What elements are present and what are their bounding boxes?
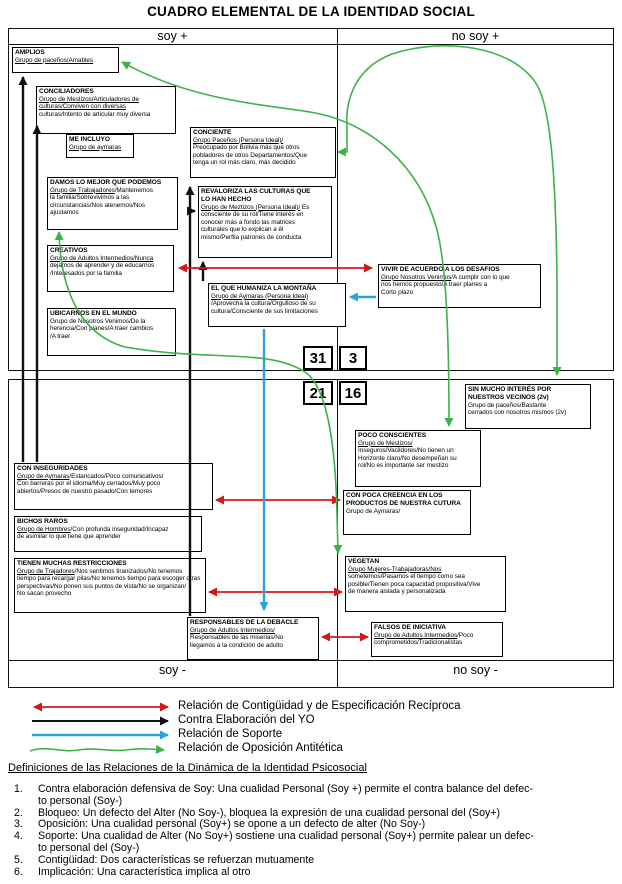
definition-line: Implicación: Una característica implica al otro	[38, 865, 251, 878]
box-line: sometemos/Pasamos el tiempo como sea	[348, 573, 465, 581]
box-con-poca	[343, 490, 471, 535]
box-title: PRODUCTOS DE NUESTRA CUTURA	[346, 499, 461, 507]
box-title: POCO CONSCIENTES	[358, 432, 427, 439]
box-line: cultura/Consciente de sus limitaciones	[211, 307, 318, 315]
box-title: NUESTROS VECINOS (2v)	[468, 393, 549, 401]
box-line: /A traer	[50, 332, 71, 340]
box-bichos	[14, 516, 202, 552]
count-soy-plus: 31	[303, 346, 333, 370]
box-line: Grupo de Meztizos (Persona Ideal)/ Es	[201, 203, 310, 211]
box-amplios	[12, 47, 119, 73]
box-line: No sacan provecho	[17, 590, 72, 598]
box-line: Grupo de Adultos Intermedios/Poco	[374, 631, 474, 639]
box-ubicarnos	[47, 308, 176, 356]
definition-line: to personal del (Soy-)	[38, 841, 140, 854]
box-revaloriza	[198, 186, 332, 258]
definition-number: 4.	[14, 830, 23, 843]
definition-line: Soporte: Una cualidad de Alter (No Soy+) sostiene una cualidad personal (Soy+) permite palear un defec-	[38, 830, 534, 843]
box-line: mismo/Perfila patrones de conducta	[201, 233, 302, 241]
box-poco-conscientes	[355, 430, 481, 487]
box-humaniza	[208, 283, 346, 327]
box-sin-mucho	[465, 384, 591, 429]
box-line: tiempo para recargar pilas/No tenemos tiempo para escoger otras	[17, 575, 201, 583]
box-damos	[47, 177, 178, 230]
box-title: FALSOS DE INICIATIVA	[374, 624, 447, 631]
box-line: Grupo de Aymaras/	[346, 507, 401, 515]
box-line: la familia/Sobrevivimos a las	[50, 194, 130, 202]
box-line: conocer más a fondo las matrices	[201, 218, 295, 226]
box-title: CON POCA CREENCIA EN LOS	[346, 492, 443, 499]
box-line: perspectivas/No ponen sus puntos de vista/No se organizan/	[17, 582, 187, 590]
label-no-soy-minus: no soy -	[453, 663, 498, 677]
box-line: Grupo de Aymaras (Persona Ideal)	[211, 292, 309, 300]
definition-item	[14, 867, 614, 879]
count-no-soy-minus: 16	[339, 381, 367, 405]
box-line: de manera aislada y personalizada	[348, 588, 446, 596]
count-soy-minus: 21	[303, 381, 333, 405]
definitions-heading: Definiciones de las Relaciones de la Dinámica de la Identidad Psicosocial	[8, 762, 367, 774]
box-line: Preocupado por Bolivia más que otros	[193, 144, 300, 152]
box-line: Grupo de Mestizos/Articuladores de	[39, 95, 139, 103]
box-line: cerrados con nosotros mismos (2v)	[468, 409, 567, 417]
legend-row-oposicion	[0, 741, 622, 757]
legend-label-oposicion: Relación de Oposición Antitética	[178, 742, 343, 754]
box-vivir	[378, 264, 541, 308]
box-line: circunstancias/Nos atenemos/Nos	[50, 201, 146, 209]
box-line: Grupo de aymaras	[69, 143, 122, 151]
box-line: culturas/Conviven con diversas	[39, 103, 126, 111]
box-title: DAMOS LO MEJOR QUE PODEMOS	[50, 179, 162, 186]
box-title: UBICARNOS EN EL MUNDO	[50, 310, 137, 317]
page-title: CUADRO ELEMENTAL DE LA IDENTIDAD SOCIAL	[147, 4, 475, 19]
box-responsables	[187, 617, 319, 660]
box-title: ME INCLUYO	[69, 136, 110, 143]
definition-number: 2.	[14, 806, 23, 819]
definition-line: Bloqueo: Un defecto del Alter (No Soy-), bloquea la expresión de una cualidad personal del (Soy+)	[38, 806, 500, 819]
definition-number: 3.	[14, 818, 23, 831]
box-line: herencia/Con planes/A traer cambios	[50, 325, 154, 333]
box-title: BICHOS RAROS	[17, 518, 68, 525]
box-title: LO HAN HECHO	[201, 195, 252, 203]
box-line: dejamos de aprender y de educarnos	[50, 262, 155, 270]
definition-line: Contigüidad: Dos características se refuerzan mutuamente	[38, 853, 315, 866]
box-title: CREATIVOS	[50, 247, 88, 254]
box-tienen	[14, 558, 206, 613]
box-title: CONCIENTE	[193, 129, 232, 136]
box-line: Responsables de las miserias/No	[190, 634, 284, 642]
box-line: rol/No es importante ser mestizo	[358, 462, 449, 470]
box-title: VIVIR DE ACUERDO A LOS DESAFIOS	[381, 266, 500, 273]
box-title: CON INSEGURIDADES	[17, 465, 88, 472]
box-me-incluyo	[66, 134, 134, 158]
box-line: Grupo de Hombres/Con profunda inseguridad/Incapaz	[17, 525, 169, 533]
lower-center-divider	[337, 379, 338, 688]
box-line: comprometidos/Tradicionalistas	[374, 639, 463, 647]
box-line: Grupo de Adultos Intermedios/Nunca	[50, 254, 154, 262]
box-title: AMPLIOS	[15, 49, 45, 56]
footer-divider-line	[8, 660, 614, 661]
box-conciliadores	[36, 86, 176, 134]
label-no-soy-plus: no soy +	[451, 29, 500, 43]
box-title: EL QUE HUMANIZA LA MONTAÑA	[211, 285, 317, 292]
box-line: Grupo de paceños/Amables	[15, 56, 94, 64]
box-title: VEGETAN	[348, 558, 380, 565]
box-line: Grupo Paceños (Persona Ideal)/	[193, 136, 284, 144]
legend-label-contra-elaboracion: Contra Elaboración del YO	[178, 714, 315, 726]
box-line: de asimilar lo que tiene que aprender	[17, 533, 121, 541]
box-line: Inseguros/Vacildores/No tienen un	[358, 447, 454, 455]
label-soy-plus: soy +	[157, 29, 188, 43]
box-line: Corto plazo	[381, 288, 414, 296]
box-line: llegamos a la condición de adulto	[190, 641, 283, 649]
box-line: /Aprovecha la cultura/Orgulloso de su	[211, 300, 316, 308]
box-line: Grupo Nosotros Venimos/A cumplir con lo que	[381, 273, 510, 281]
box-title: REVALORIZA LAS CULTURAS QUE	[201, 188, 311, 195]
box-line: tenga un rol más claro, más decidido	[193, 159, 296, 167]
box-line: ajustamos	[50, 209, 79, 217]
box-line: Grupo de Aymaras/Estancados/Poco comunicativos/	[17, 472, 164, 480]
box-line: nos hemos propuesto/A traer planes a	[381, 281, 488, 289]
label-soy-minus: soy -	[158, 663, 187, 677]
legend-label-soporte: Relación de Soporte	[178, 728, 283, 740]
definition-line: Oposición: Una cualidad personal (Soy+) se opone a un defecto de alter (No Soy-)	[38, 818, 426, 831]
definition-number: 1.	[14, 783, 23, 795]
box-title: CONCILIADORES	[39, 88, 94, 95]
box-title: SIN MUCHO INTERÉS POR	[468, 386, 552, 393]
box-line: Con barreras por el idioma/Muy cerrados/Muy poco	[17, 480, 161, 488]
box-line: Grupo de Trabajadores/Mantenemos	[50, 186, 153, 194]
box-title: RESPONSABLES DE LA DEBACLE	[190, 619, 299, 626]
box-line: consciente de su rol/Tiene interés en	[201, 211, 304, 219]
definitions-list	[14, 784, 614, 878]
box-line: posible/Tienen poca capacidad propositiva/Vive	[348, 580, 481, 588]
box-line: culturas/Intento de articular muy diversa	[39, 110, 151, 118]
header-divider-line	[8, 44, 614, 45]
box-falsos	[371, 622, 503, 657]
definition-item	[14, 831, 614, 855]
box-line: Grupo de Mestizos/	[358, 439, 413, 447]
box-line: Horizonte claro/No desempeñan su	[358, 454, 457, 462]
box-conciente	[190, 127, 336, 178]
box-line: Grupo de Trajadores/Nos sentimos tiranizados/No tenemos	[17, 567, 183, 575]
count-no-soy-plus: 3	[339, 346, 367, 370]
box-title: TIENEN MUCHAS RESTRICCIONES	[17, 560, 127, 567]
box-creativos	[47, 245, 174, 292]
box-line: Grupo de Nosotros Venimos/De la	[50, 317, 146, 325]
definition-line: to personal (Soy-)	[38, 794, 123, 807]
box-vegetan	[345, 556, 506, 612]
legend-green-wavy-arrow-icon	[26, 741, 176, 757]
box-line: pobladores de otros Departamentos/Que	[193, 151, 307, 159]
box-line: Grupo Mujeres-Trabajadoras/Nos	[348, 565, 442, 573]
definition-number: 5.	[14, 853, 23, 866]
definition-item	[14, 784, 614, 808]
legend-label-contiguidad: Relación de Contigüidad y de Especificación Recíproca	[178, 700, 461, 712]
box-line: culturales que lo explican a él	[201, 226, 284, 234]
box-line: Grupo de paceños/Bastante	[468, 401, 547, 409]
definition-line: Contra elaboración defensiva de Soy: Una cualidad Personal (Soy +) permite el contra balance del defec-	[38, 783, 533, 795]
box-line: Grupo de Adultos Intermedios/	[190, 626, 275, 634]
definition-number: 6.	[14, 865, 23, 878]
box-line: abiertos/Presos de nuestro pasado/Con temores	[17, 487, 153, 495]
box-inseguridades	[14, 463, 213, 510]
box-line: /Interesados por la familia	[50, 269, 122, 277]
definition-item	[14, 855, 614, 867]
